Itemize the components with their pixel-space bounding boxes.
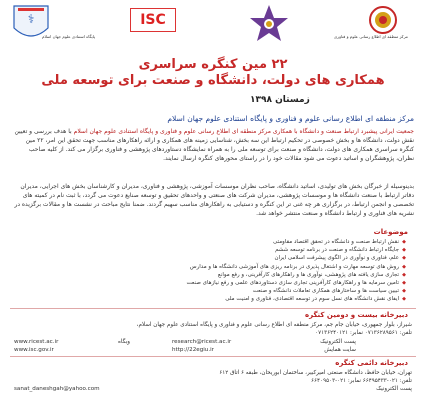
permanent-address: تهران، خیابان حافظ، دانشگاه صنعتی امیرکبیر، ساختمان ابوریحان، طبقه ۶ اتاق ۶۱۲ (219, 370, 412, 376)
topics-heading: موضوعات (373, 228, 408, 236)
intro-paragraph (12, 127, 414, 163)
congress-main-title: همکاری های دولت، دانشگاه و صنعت برای توسعه ملی (41, 73, 385, 88)
secretariat-web-1[interactable]: www.ricest.ac.ir (14, 339, 59, 345)
secretariat-email[interactable]: research@ricest.ac.ir (172, 339, 232, 345)
congress-number-title: ۲۲ مین کنگره سراسری (138, 57, 288, 72)
secretariat-email-label: پست الکترونیک (320, 339, 356, 345)
topic-item: ◆ جایگاه ارتباط دانشگاه و صنعت در برنامه توسعه ششم (275, 247, 406, 254)
permanent-email-label: پست الکترونیک (376, 386, 412, 392)
topic-item: ◆ تجاری سازی یافته های پژوهشی، نوآوری ها و راهکارهای کارآفرینی، و رفع موانع (217, 271, 406, 278)
conference-site-label: سایت همایش (324, 347, 356, 353)
svg-text:⚕: ⚕ (27, 12, 35, 26)
divider (10, 308, 416, 309)
conference-site[interactable]: http://22egiu.ir (172, 347, 214, 353)
topic-item: ◆ تبیین سیاست ها و ساختارهای همکاری تعاملات دانشگاه و صنعت (252, 288, 406, 295)
divider (10, 356, 416, 357)
hosts-line: مرکز منطقه ای اطلاع رسانی علوم و فناوری و پایگاه استنادی علوم جهان اسلام (167, 114, 414, 123)
invitation-paragraph: بدینوسیله از خبرگان بخش های تولیدی، اساتید دانشگاه، صاحب نظران موسسات آموزشی، پژوهشی و فناوری، مدیران و کارشناسان بخش های اجرایی، مدیران دفاتر ارتباط با صنعت دانشگاه ها و موسسات پژوهشی، مدیران شرکت های صنعتی و واحدهای تحقیق و توسعه صنایع دعوت می گردد، با ثبت نام در کمیته های تخصصی و انجمن ارتباط، در برگزاری هر چه غنی تر این کنگره و دستیابی به راهکارهای مناسب سهیم گردند. ضمنا نتایج مباحث در نشست ها و مقالات برگزیده در نشریه های فناوری و ارتباط دانشگاه و صنعت منتشر خواهد شد. (14, 183, 414, 217)
right-logo-caption: مرکز منطقه ای اطلاع رسانی علوم و فناوری (334, 34, 408, 39)
secretariat-phone: تلفن: ۰۷۱۳۶۲۸۹۵۶۱ نمابر: ۰۷۱۳۶۲۴۰۱۲۱ (315, 330, 412, 336)
secretariat-heading: دبیرخانه بیست و دومین کنگره (304, 311, 408, 319)
intro-body: با هدف بررسی و تعیین نقش دولت، دانشگاه ها و بخش خصوصی در تحکیم ارتباط این سه بخش، شناسایی زمینه های همکاری و ارائه راهکارهای مناسب جهت تحقق این امر، ۲۲ مین کنگره سراسری همکاری های دولت، دانشگاه و صنعت برای توسعه ملی را به همراه نمایشگاه دستاوردهای پژوهشی و فناوری برگزار می کند. از کلیه صاحب نظران، پژوهشگران و اساتید دعوت می شود مقالات خود را در راستای محورهای کنگره ارسال نمایند. (14, 128, 414, 162)
permanent-phone: تلفن: ۰۲۱-۶۶۴۹۵۴۳۳ نمابر: ۰۲۱-۶۶۴۰۹۵۰۳ (311, 378, 412, 384)
permanent-email[interactable]: sanat_daneshgah@yahoo.com (14, 386, 100, 392)
topic-item: ◆ نقش ارتباط صنعت و دانشگاه در تحقق اقتصاد مقاومتی (272, 239, 406, 245)
ricest-logo (348, 2, 418, 48)
secretariat-web-2[interactable]: www.isc.gov.ir (14, 347, 54, 353)
permanent-secretariat-heading: دبیرخانه دائمی کنگره (335, 359, 408, 367)
season-label: زمستان ۱۳۹۸ (250, 95, 310, 105)
topic-item: ◆ تامین سرمایه ها و راهکارهای کارآفرینی تجاری سازی دستاوردهای علمی و رفع نیازهای صنعت (186, 280, 406, 287)
isc-logo: ISC (130, 8, 176, 32)
intro-highlight: جمعیت ایرانی پیشبرد ارتباط صنعت و دانشگاه با همکاری مرکز منطقه ای اطلاع رسانی علوم و فناوری و پایگاه استنادی علوم جهان اسلام (73, 128, 414, 135)
topic-item: ◆ روش های توسعه مهارت و اشتغال پذیری در برنامه ریزی های آموزشی دانشگاه ها و مدارس (189, 263, 406, 270)
left-logo-caption: پایگاه استنادی علوم جهان اسلام (42, 34, 96, 39)
topic-item: ◆ علم، فناوری و نوآوری در الگوی پیشرفت اسلامی ایران (274, 255, 406, 262)
topic-item: ◆ ایفای نقش دانشگاه های نسل سوم در توسعه اقتصادی، فناوری و امنیت ملی (225, 296, 406, 303)
star-emblem-logo (242, 2, 296, 48)
secretariat-address: شیراز، بلوار جمهوری، خیابان جام جم، مرکز منطقه ای اطلاع رسانی علوم و فناوری و پایگاه استنادی علوم جهان اسلام، (136, 322, 412, 328)
topics-list (60, 238, 406, 304)
header-logos (0, 0, 426, 50)
secretariat-web-label: وبگاه (118, 339, 130, 345)
society-emblem-logo (8, 2, 108, 48)
